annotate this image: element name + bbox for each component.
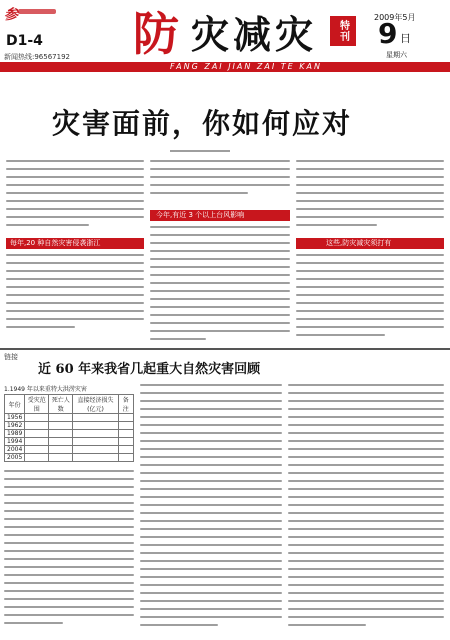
- table-cell: 1962: [5, 422, 25, 430]
- table-cell: 1956: [5, 414, 25, 422]
- headline: 灾害面前，你如何应对: [52, 107, 353, 140]
- page-code: D1-4: [6, 33, 43, 49]
- special-badge-label: 特刊: [337, 20, 349, 42]
- date-unit: 日: [400, 32, 411, 45]
- table-row: [5, 438, 134, 446]
- byline-placeholder: [170, 150, 230, 152]
- table-header: 备注: [118, 395, 133, 414]
- section-head-left-text: 每年,20 种自然灾害侵袭浙江: [10, 239, 101, 247]
- table-header: 受灾范围: [25, 395, 49, 414]
- article-col-2-lower: [150, 226, 290, 344]
- table-row: [5, 414, 134, 422]
- title-char-1: 防: [133, 7, 179, 61]
- bottom-col-1-text: [4, 470, 134, 634]
- link-tag: 链接: [4, 353, 18, 361]
- title-char-3: 减: [233, 13, 272, 57]
- article-col-3: [296, 160, 444, 232]
- paper-logo: [4, 4, 18, 24]
- section-head-right-text: 这些,防灾减灾须打有: [326, 239, 392, 247]
- article-col-1-lower: [6, 254, 144, 332]
- masthead: [0, 0, 450, 62]
- table-cell: 2004: [5, 446, 25, 454]
- date-ym: 2009年5月: [374, 13, 416, 22]
- table-cell: 1994: [5, 438, 25, 446]
- pinyin-strip: [0, 62, 450, 72]
- article-col-2: [150, 160, 290, 200]
- article-col-1: [6, 160, 144, 232]
- table-header: 年份: [5, 395, 25, 414]
- link-title: 近 60 年来我省几起重大自然灾害回顾: [38, 362, 261, 377]
- disaster-table: [4, 394, 134, 462]
- table-row: [5, 454, 134, 462]
- table-header-row: [5, 395, 134, 414]
- bottom-col-2-text: [140, 384, 282, 634]
- date-day: 9: [378, 17, 398, 50]
- paper-logo-strokes: [18, 9, 56, 14]
- hotline: 新闻热线:96567192: [4, 53, 70, 61]
- title-char-4: 灾: [275, 13, 314, 57]
- table-header: 死亡人数: [49, 395, 73, 414]
- special-badge: [330, 16, 356, 46]
- table-row: [5, 430, 134, 438]
- section-head-middle-text: 今年,有近 3 个以上台风影响: [156, 211, 245, 219]
- table-cell: 2005: [5, 454, 25, 462]
- table-row: [5, 446, 134, 454]
- pinyin-text: FANG ZAI JIAN ZAI TE KAN: [170, 62, 322, 71]
- section-head-middle: [150, 210, 290, 221]
- weekday: 星期六: [386, 51, 407, 59]
- link-divider: [0, 348, 450, 350]
- table-caption: 1.1949 年以来重特大洪涝灾害: [4, 386, 87, 393]
- table-header: 直接经济损失(亿元): [73, 395, 118, 414]
- table-cell: 1989: [5, 430, 25, 438]
- section-head-left: [6, 238, 144, 249]
- bottom-col-3: [288, 384, 444, 634]
- title-char-2: 灾: [191, 13, 230, 57]
- table-row: [5, 422, 134, 430]
- paper-name: 参: [4, 7, 18, 23]
- article-col-3-lower: [296, 254, 444, 340]
- section-head-right: [296, 238, 444, 249]
